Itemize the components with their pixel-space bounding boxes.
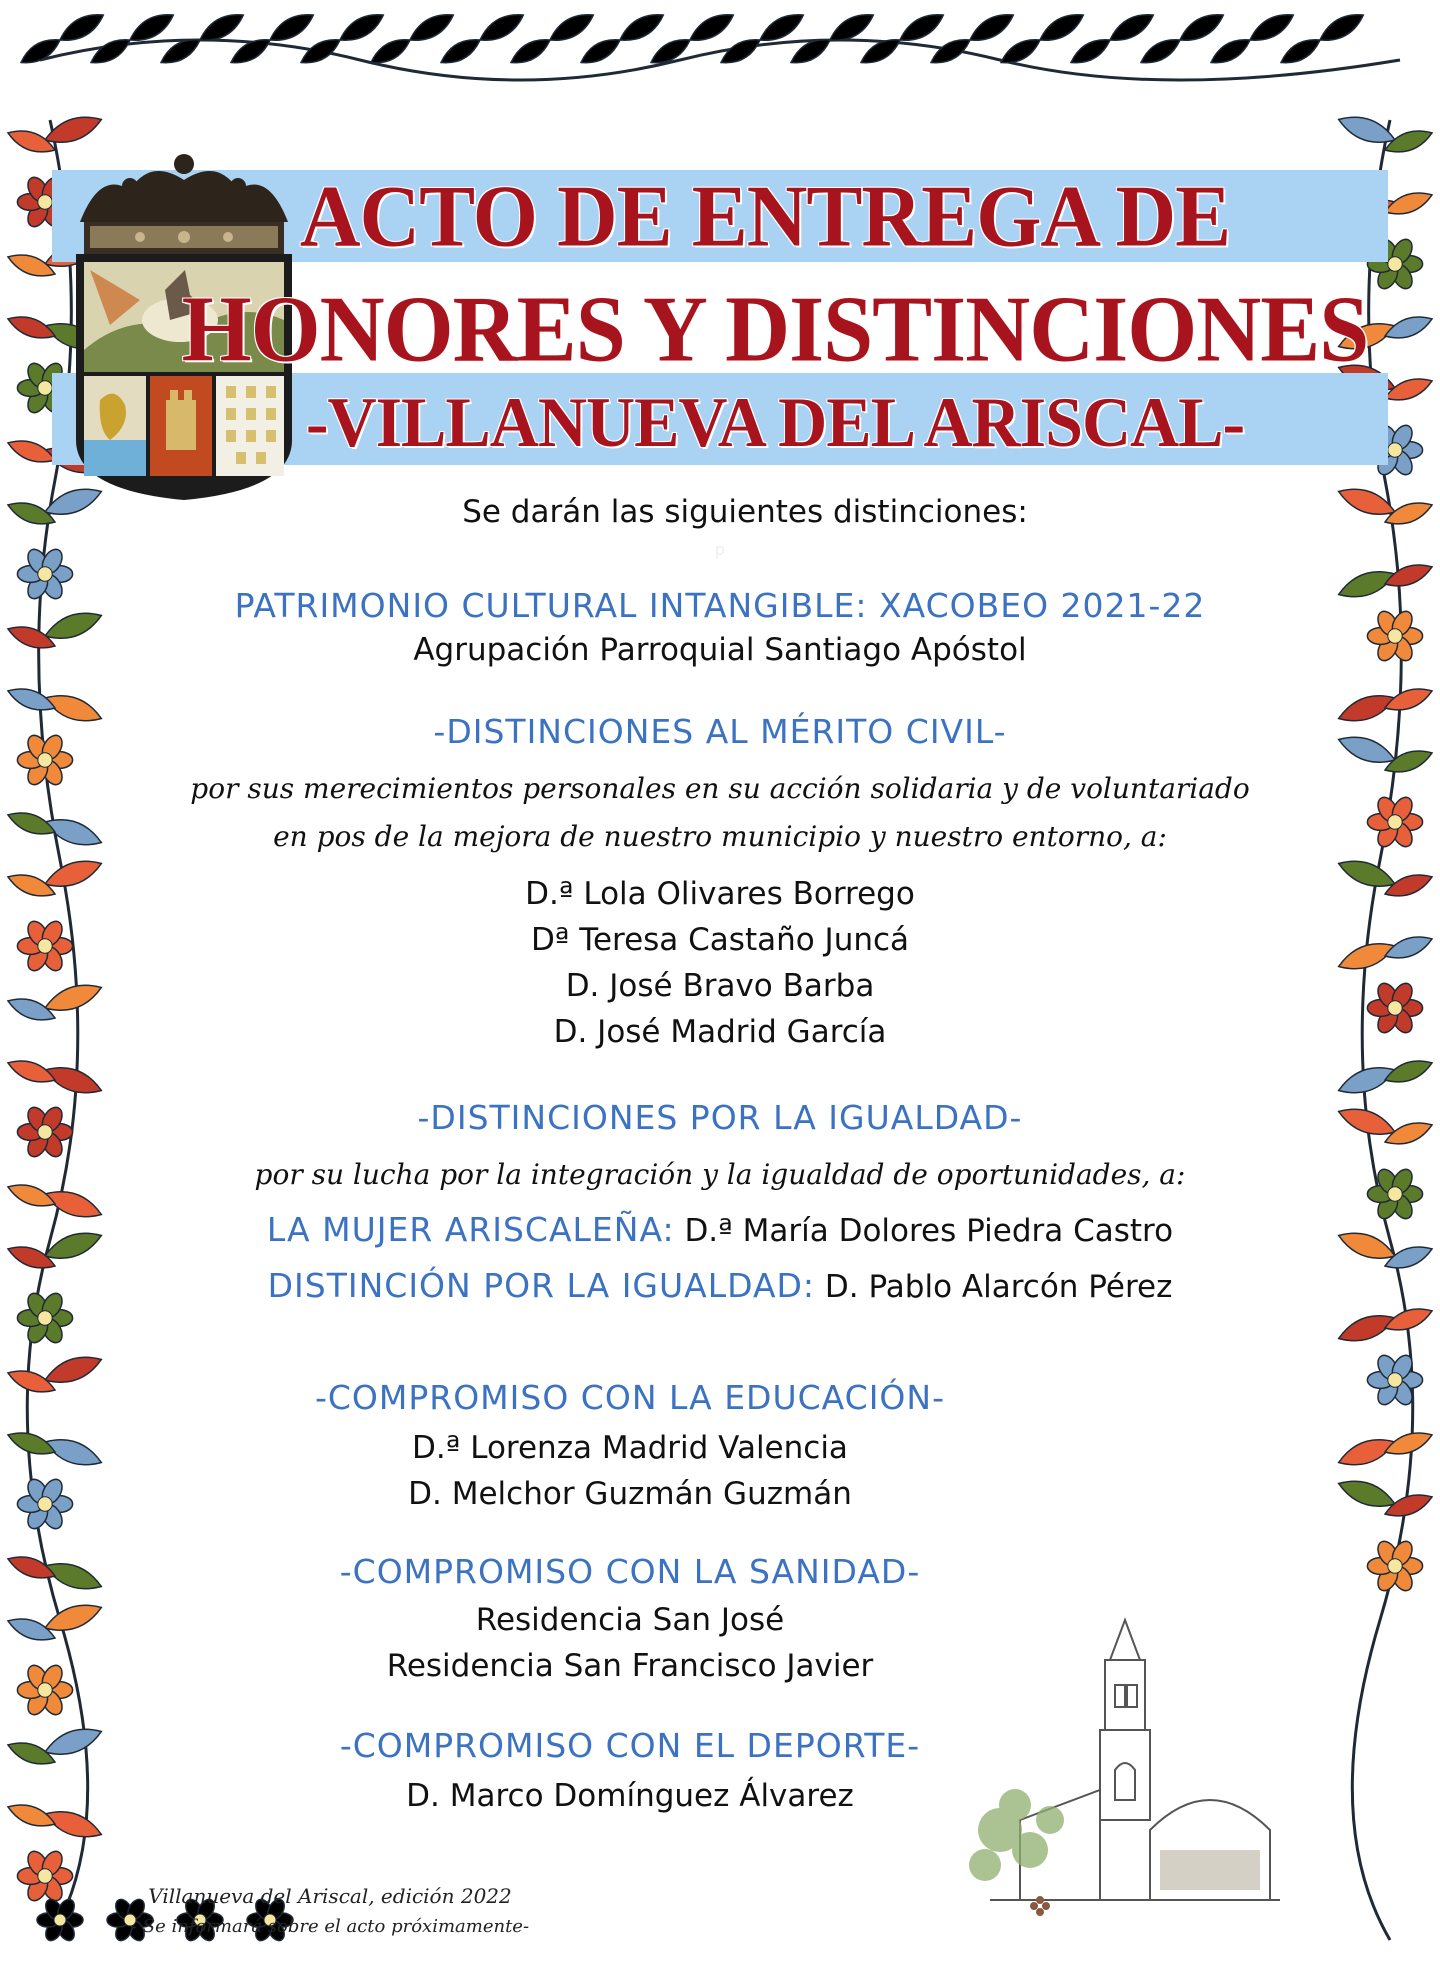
leaf-ornament-icon [577, 33, 624, 69]
leaf-ornament-icon [896, 7, 948, 47]
merito-civil-recipient: Dª Teresa Castaño Juncá [530, 922, 910, 958]
leaf-ornament-icon [56, 7, 108, 47]
merito-civil-recipient: D.ª Lola Olivares Borrego [525, 876, 915, 912]
leaf-ornament-icon [787, 33, 834, 69]
merito-civil-desc-1: por sus merecimientos personales en su acción solidaria y de voluntariado [190, 772, 1250, 805]
award-2-label: DISTINCIÓN POR LA IGUALDAD: [267, 1266, 816, 1305]
title-line-2: HONORES Y DISTINCIONES [181, 277, 1369, 382]
merito-civil-desc-2: en pos de la mejora de nuestro municipio y nuestro entorno, a: [273, 820, 1167, 853]
leaf-ornament-icon [406, 7, 458, 47]
igualdad-award-1 [0, 1210, 1440, 1249]
patrimonio-heading: PATRIMONIO CULTURAL INTANGIBLE: XACOBEO 2021-22 [234, 586, 1206, 625]
leaf-ornament-icon [686, 7, 738, 47]
leaf-ornament-icon [857, 33, 904, 69]
deporte-heading: -COMPROMISO CON EL DEPORTE- [339, 1726, 921, 1765]
leaf-ornament-icon [17, 33, 64, 69]
leaf-ornament-icon [336, 7, 388, 47]
leaf-ornament-icon [297, 33, 344, 69]
leaf-ornament-icon [227, 33, 274, 69]
ghost-mark: p [714, 540, 726, 559]
leaf-ornament-icon [1137, 33, 1184, 69]
award-1-label: LA MUJER ARISCALEÑA: [266, 1210, 675, 1249]
title-line-1: ACTO DE ENTREGA DE [299, 167, 1231, 266]
leaf-ornament-icon [647, 33, 694, 69]
leaf-ornament-icon [546, 7, 598, 47]
leaf-ornament-icon [1316, 7, 1368, 47]
leaf-ornament-icon [1176, 7, 1228, 47]
igualdad-desc: por su lucha por la integración y la igualdad de oportunidades, a: [254, 1158, 1186, 1191]
intro-text: Se darán las siguientes distinciones: [462, 494, 1028, 530]
leaf-ornament-icon [437, 33, 484, 69]
leaf-ornament-icon [1277, 33, 1324, 69]
footer-line-2: - Se informará sobre el acto próximamente- [130, 1916, 530, 1937]
award-2-name: D. Pablo Alarcón Pérez [824, 1269, 1173, 1305]
sanidad-recipient: Residencia San Francisco Javier [386, 1648, 874, 1684]
merito-civil-recipient: D. José Bravo Barba [565, 968, 875, 1004]
leaf-ornament-icon [1106, 7, 1158, 47]
footer-line-1: Villanueva del Ariscal, edición 2022 [148, 1884, 512, 1908]
title-line-3: -VILLANUEVA DEL ARISCAL- [305, 382, 1245, 462]
leaf-ornament-icon [1246, 7, 1298, 47]
leaf-ornament-icon [616, 7, 668, 47]
leaf-ornament-icon [87, 33, 134, 69]
patrimonio-recipient: Agrupación Parroquial Santiago Apóstol [413, 632, 1027, 668]
leaf-ornament-icon [476, 7, 528, 47]
sanidad-heading: -COMPROMISO CON LA SANIDAD- [339, 1552, 921, 1591]
award-1-name: D.ª María Dolores Piedra Castro [684, 1213, 1174, 1249]
deporte-recipient: D. Marco Domínguez Álvarez [406, 1778, 854, 1814]
church-sketch-icon [960, 1600, 1290, 1930]
igualdad-heading: -DISTINCIONES POR LA IGUALDAD- [417, 1098, 1023, 1137]
merito-civil-heading: -DISTINCIONES AL MÉRITO CIVIL- [433, 712, 1007, 751]
leaf-ornament-icon [507, 33, 554, 69]
leaf-ornament-icon [266, 7, 318, 47]
igualdad-award-2 [0, 1266, 1440, 1305]
merito-civil-recipient: D. José Madrid García [553, 1014, 887, 1050]
educacion-recipient: D. Melchor Guzmán Guzmán [408, 1476, 852, 1512]
leaf-ornament-icon [966, 7, 1018, 47]
leaf-ornament-icon [1036, 7, 1088, 47]
sanidad-recipient: Residencia San José [475, 1602, 785, 1638]
educacion-heading: -COMPROMISO CON LA EDUCACIÓN- [314, 1378, 945, 1417]
educacion-recipient: D.ª Lorenza Madrid Valencia [412, 1430, 848, 1466]
leaf-ornament-icon [1207, 33, 1254, 69]
leaf-ornament-icon [1067, 33, 1114, 69]
